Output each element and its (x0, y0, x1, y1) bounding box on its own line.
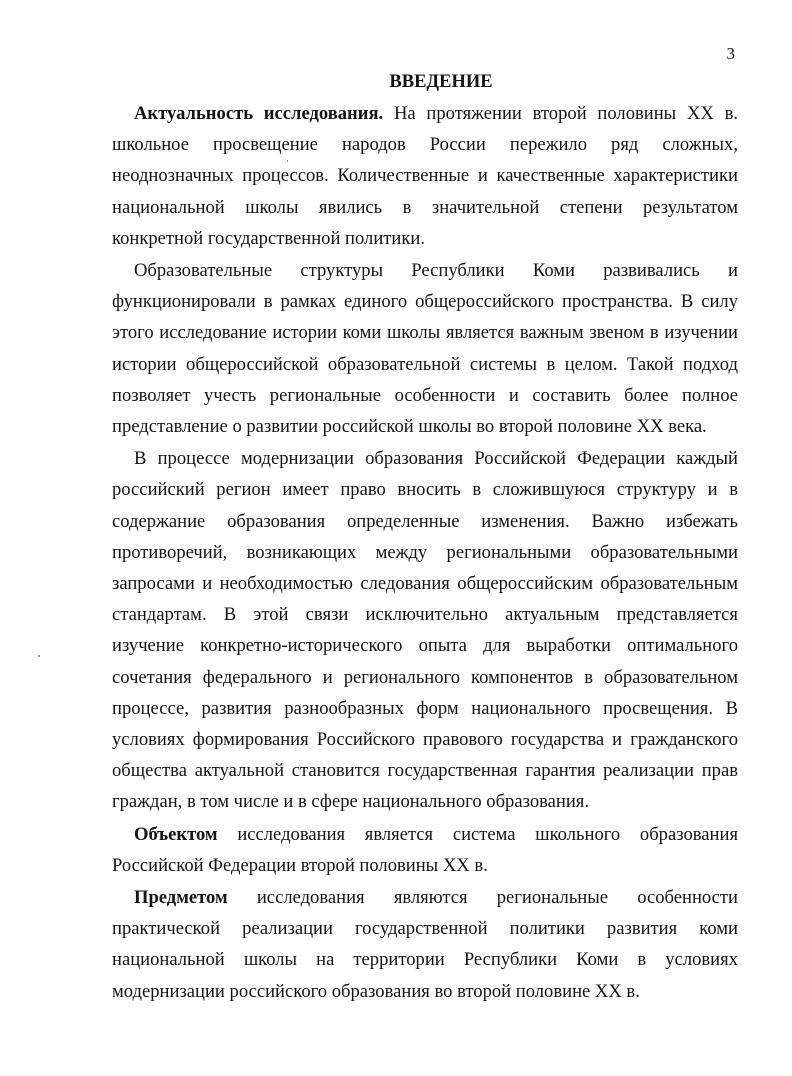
paragraph-subject (112, 882, 738, 1007)
paragraph-object (112, 819, 738, 881)
section-heading: ВВЕДЕНИЕ (389, 72, 493, 92)
paragraph-text: исследования является система школьного образования Российской Федерации второй половины XX в. (112, 823, 738, 876)
paragraph-text: исследования являются региональные особенности практической реализации государственной политики развития коми национальной школы на территории Республики Коми в условиях модернизации российского образования во второй половине XX в. (112, 887, 738, 1002)
paragraph-text: Образовательные структуры Республики Коми развивались и функционировали в рамках единого общероссийского пространства. В силу этого исследование истории коми школы является важным звеном в изучении истории общероссийской образовательной системы в целом. Такой подход позволяет учесть региональные особенности и составить более полное представление о развитии российской школы во второй половине XX века. (112, 260, 738, 438)
paragraph-lead: Актуальность исследования. (134, 103, 384, 124)
paragraph-komi-structures (112, 255, 738, 442)
paragraph-text: На протяжении второй половины XX в. школьное просвещение народов России пережило ряд сложных, неоднозначных процессов. Количественные и качественные характеристики национальной школы явились в значительной степени результатом конкретной государственной политики. (112, 103, 738, 249)
paragraph-lead: Предметом (134, 887, 228, 909)
scan-artifact (38, 655, 40, 657)
scan-artifact (287, 160, 288, 162)
paragraph-relevance (112, 98, 738, 254)
body-text (112, 98, 738, 1007)
paragraph-modernization (112, 443, 738, 817)
paragraph-text: В процессе модернизации образования Российской Федерации каждый российский регион имеет право вносить в сложившуюся структуру и в содержание образования определенные изменения. Важно избежать противоречий, возникающих между региональными образовательными запросами и необходимостью следования общероссийским образовательным стандартам. В этой связи исключительно актуальным представляется изучение конкретно-исторического опыта для выработки оптимального сочетания федерального и регионального компонентов в образовательном процессе, развития разнообразных форм национального просвещения. В условиях формирования Российского правового государства и гражданского общества актуальной становится государственная гарантия реализации прав граждан, в том числе и в сфере национального образования. (112, 448, 738, 813)
paragraph-lead: Объектом (134, 823, 218, 845)
page-number: 3 (726, 44, 735, 63)
